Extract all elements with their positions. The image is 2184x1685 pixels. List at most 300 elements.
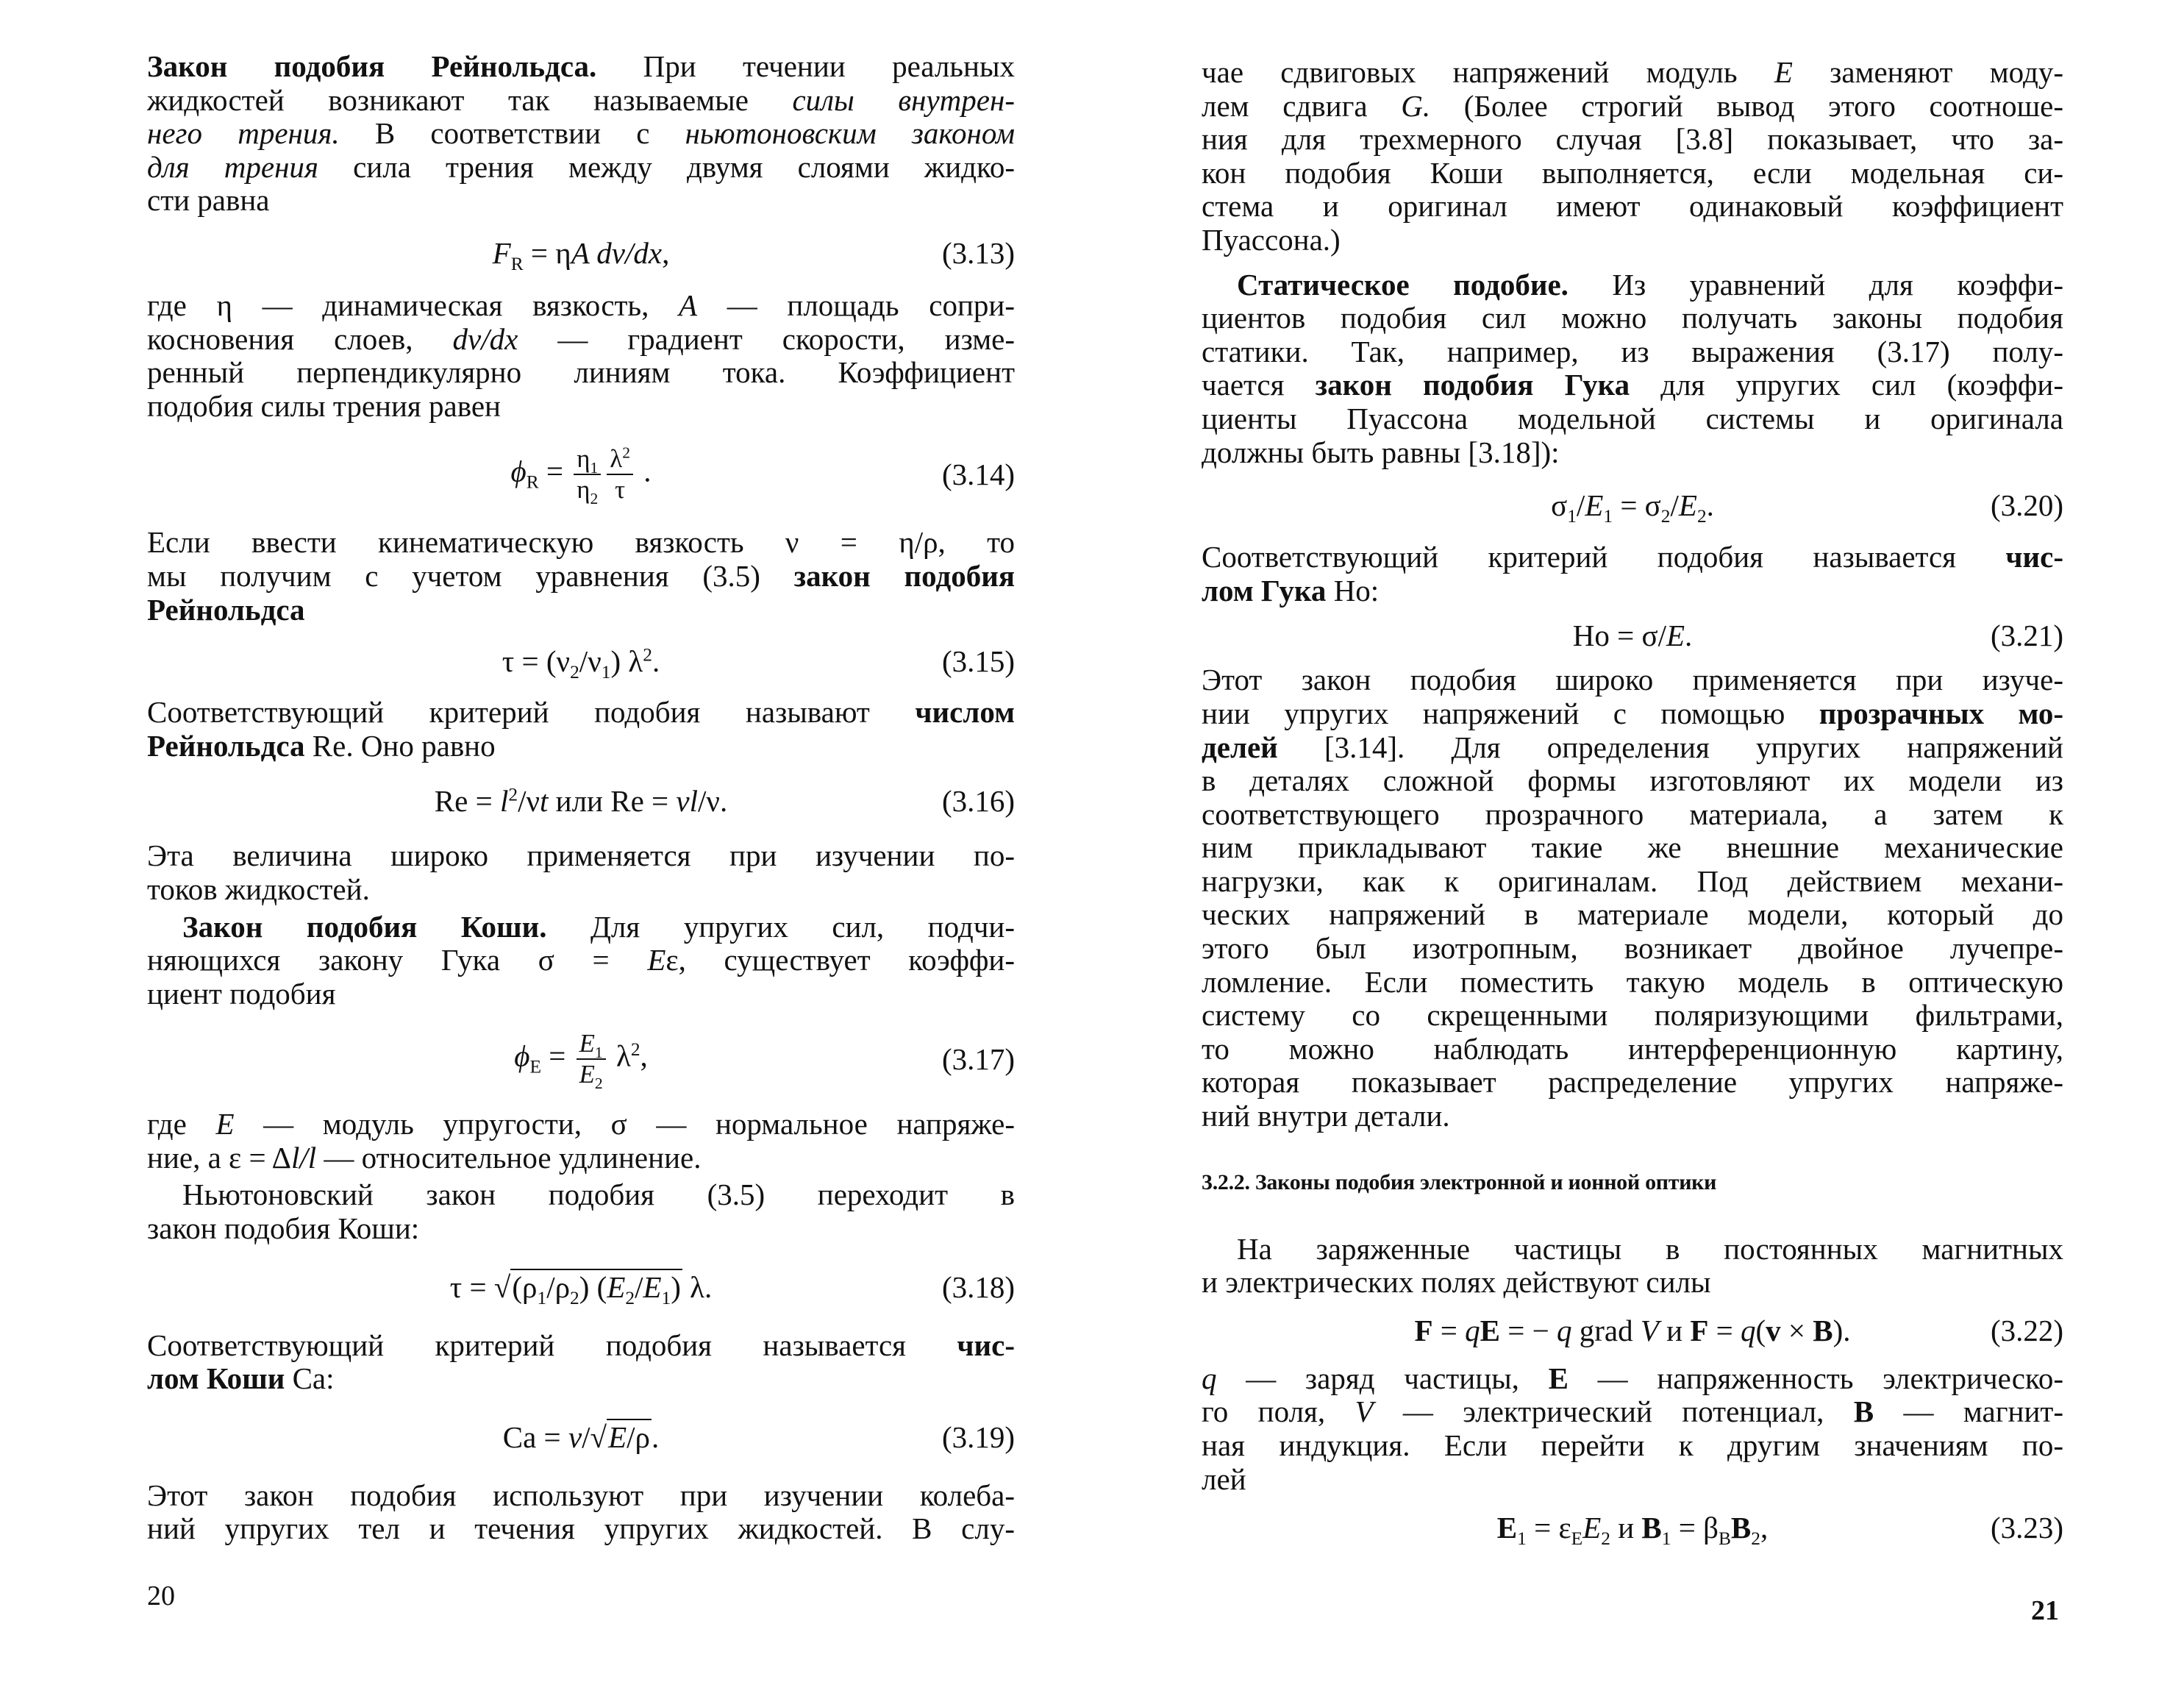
text-line: [1202, 90, 2063, 124]
text-run: ) (: [579, 1270, 607, 1305]
formula: [492, 235, 670, 275]
text-run: этого был изотропным, возникает двойное лучепре-: [1202, 931, 2063, 966]
text-run: чается: [1202, 368, 1316, 402]
italic-text: E: [215, 1107, 235, 1141]
text-line: [147, 1141, 1015, 1175]
text-run: λ: [610, 444, 623, 474]
numerator: [574, 444, 601, 475]
italic-text: E: [1678, 488, 1697, 522]
equation-number: (3.13): [941, 236, 1015, 271]
text-line: [1202, 368, 2063, 402]
italic-text: q: [1741, 1314, 1756, 1348]
text-run: ×: [1780, 1314, 1813, 1348]
italic-text: ϕ: [514, 1039, 530, 1073]
bold-text: E: [1496, 1510, 1518, 1545]
section-heading: 3.2.2. Законы подобия электронной и ионной оптики: [1202, 1170, 1717, 1195]
bold-text: v: [1766, 1314, 1781, 1348]
text-run: для упругих сил (коэффи-: [1630, 368, 2063, 402]
text-line: [1202, 1266, 2063, 1300]
paragraph: [1202, 541, 2063, 608]
text-line: [1202, 541, 2063, 574]
subscript: E: [529, 1056, 541, 1077]
subscript: 2: [625, 1288, 635, 1309]
text-line: [147, 289, 1015, 323]
formula: [435, 783, 727, 819]
italic-text: E: [607, 1270, 626, 1305]
bold-text: Закон подобия Коши.: [182, 909, 547, 944]
equation-number: (3.19): [941, 1420, 1015, 1455]
text-run: Re =: [434, 784, 500, 819]
text-run: /ν: [579, 644, 602, 679]
text-run: Пуассона.): [1202, 222, 1341, 257]
formula: [510, 443, 652, 508]
text-run: .: [1706, 488, 1714, 522]
text-line: [1202, 966, 2063, 1000]
denominator: [577, 1060, 606, 1093]
italic-text: vl: [676, 784, 699, 819]
text-line: [1202, 157, 2063, 190]
text-line: [1202, 335, 2063, 369]
text-run: — модуль упругости, σ — нормальное напряже-: [234, 1107, 1015, 1141]
text-run: нагрузки, как к оригиналам. Под действием механи-: [1202, 863, 2063, 898]
paragraph: [147, 1178, 1015, 1245]
subscript: E: [1571, 1528, 1583, 1549]
left-page-column: [147, 50, 1015, 1546]
equation-number: (3.16): [941, 784, 1015, 819]
text-line: [147, 1212, 1015, 1246]
text-line: [1202, 865, 2063, 899]
text-line: [147, 696, 1015, 730]
text-run: сила трения между двумя слоями жидко-: [318, 149, 1015, 184]
radicand: [510, 1269, 682, 1309]
text-run: соответствующего прозрачного материала, а затем к: [1202, 797, 2063, 831]
italic-text: V: [1355, 1394, 1374, 1429]
bold-text: E: [1480, 1314, 1500, 1348]
bold-text: Закон подобия Рейнольдса.: [147, 49, 597, 83]
text-run: Соответствующий критерий подобия называется: [1202, 540, 2006, 574]
subscript: 2: [594, 1075, 603, 1093]
text-run: /: [1576, 488, 1585, 522]
italic-text: q: [1202, 1361, 1217, 1395]
text-line: [147, 911, 1015, 944]
paragraph: [147, 526, 1015, 627]
bold-text: Статическое подобие.: [1237, 267, 1569, 302]
bold-text: чис-: [2005, 540, 2063, 574]
italic-text: F: [492, 236, 511, 271]
paragraph: [147, 696, 1015, 763]
text-line: [147, 390, 1015, 424]
text-run: λ.: [682, 1270, 713, 1305]
text-run: ,: [1760, 1510, 1769, 1545]
superscript: 2: [508, 784, 518, 805]
bold-text: B: [1641, 1510, 1662, 1545]
text-run: лей: [1202, 1461, 1246, 1496]
text-run: .: [1685, 619, 1693, 653]
numerator: [577, 1029, 606, 1060]
text-run: Ho = σ/: [1572, 619, 1666, 653]
italic-text: l: [499, 784, 509, 819]
text-line: [147, 50, 1015, 84]
text-run: /ρ: [627, 1420, 650, 1455]
text-line: [147, 1108, 1015, 1141]
bold-text: чис-: [957, 1328, 1015, 1362]
text-line: [1202, 1100, 2063, 1133]
subscript: 2: [590, 490, 599, 508]
italic-text: E: [1666, 619, 1685, 653]
subscript: 2: [1660, 505, 1671, 527]
equation-number: (3.15): [941, 644, 1015, 679]
formula: [1414, 1313, 1850, 1348]
text-run: подобия силы трения равен: [147, 388, 501, 423]
text-run: /ν.: [698, 784, 728, 819]
formula: [503, 1419, 659, 1455]
italic-text: E: [579, 1060, 595, 1089]
text-run: /ρ: [546, 1270, 571, 1305]
text-run: ние, а ε = Δ: [147, 1140, 291, 1175]
text-run: /ν: [518, 784, 540, 819]
text-run: циент подобия: [147, 976, 336, 1011]
equation-3-17: [147, 1011, 1015, 1108]
paragraph: [1202, 56, 2063, 257]
text-run: σ: [1551, 488, 1568, 522]
italic-text: E: [647, 943, 666, 977]
text-run: (Более строгий вывод этого соотноше-: [1430, 88, 2063, 123]
text-run: η: [577, 444, 590, 474]
subscript: 1: [1517, 1528, 1527, 1549]
text-line: [1202, 1362, 2063, 1396]
text-run: — электрический потенциал,: [1373, 1394, 1854, 1429]
page-number-right: 21: [2031, 1595, 2059, 1626]
text-run: (: [1755, 1314, 1766, 1348]
equation-3-22: [1202, 1300, 2063, 1362]
bold-text: B: [1813, 1314, 1833, 1348]
text-line: [147, 839, 1015, 873]
text-run: Если ввести кинематическую вязкость ν = η/ρ, то: [147, 525, 1015, 560]
radicand: [607, 1419, 652, 1454]
bold-text: Рейнольдса: [147, 592, 305, 627]
bold-text: F: [1414, 1314, 1433, 1348]
numerator: [607, 444, 633, 475]
text-run: циенты Пуассона модельной системы и оригинала: [1202, 401, 2063, 435]
text-line: [147, 117, 1015, 151]
paragraph: [147, 1108, 1015, 1175]
subscript: 1: [1661, 1528, 1671, 1549]
paragraph: [147, 911, 1015, 1011]
equation-number: (3.17): [941, 1042, 1015, 1077]
text-line: [147, 560, 1015, 594]
paragraph: [147, 1479, 1015, 1546]
text-run: заменяют моду-: [1792, 55, 2064, 89]
text-line: [147, 323, 1015, 357]
text-run: τ =: [449, 1270, 494, 1305]
equation-number: (3.21): [1990, 619, 2063, 653]
subscript: R: [526, 471, 539, 493]
bold-text: прозрачных мо-: [1819, 696, 2063, 730]
paragraph: [147, 1329, 1015, 1396]
text-run: В соответствии с: [339, 116, 685, 151]
equation-3-15: [147, 627, 1015, 696]
text-line: [1202, 1395, 2063, 1429]
text-run: = ε: [1526, 1510, 1571, 1545]
text-line: [1202, 302, 2063, 335]
italic-text: E: [1585, 488, 1604, 522]
bold-text: Рейнольдса: [147, 728, 305, 763]
text-line: [147, 1512, 1015, 1546]
text-run: Ca =: [502, 1420, 568, 1455]
text-line: [147, 356, 1015, 390]
text-run: систему со скрещенными поляризующими фильтрами,: [1202, 998, 2063, 1033]
text-line: [1202, 932, 2063, 966]
paragraph: [147, 289, 1015, 423]
text-run: =: [540, 1039, 574, 1073]
text-run: — магнит-: [1874, 1394, 2064, 1429]
equation-3-23: [1202, 1496, 2063, 1558]
equation-number: (3.20): [1990, 488, 2063, 522]
text-run: — площадь сопри-: [697, 288, 1015, 322]
text-run: =: [538, 454, 571, 488]
radical-sign: √: [493, 1270, 511, 1305]
text-run: =: [1708, 1314, 1741, 1348]
equation-3-19: [147, 1396, 1015, 1479]
subscript: 1: [537, 1288, 547, 1309]
text-run: =: [1432, 1314, 1466, 1348]
text-run: го поля,: [1202, 1394, 1355, 1429]
text-run: На заряженные частицы в постоянных магнитных: [1237, 1231, 2063, 1266]
equation-3-18: [147, 1246, 1015, 1329]
page-number-left: 20: [147, 1581, 175, 1611]
text-run: ) λ: [610, 644, 643, 679]
equation-3-16: [147, 763, 1015, 839]
text-run: η: [577, 475, 590, 505]
text-run: то можно наблюдать интерференционную картину,: [1202, 1031, 2063, 1066]
right-page-column: [1202, 56, 2063, 1558]
text-run: ная индукция. Если перейти к другим значениям по-: [1202, 1428, 2063, 1462]
text-line: [1202, 190, 2063, 224]
text-run: жидкостей возникают так называемые: [147, 82, 793, 117]
text-line: [1202, 731, 2063, 765]
text-line: [1202, 1033, 2063, 1066]
text-run: и электрических полях действуют силы: [1202, 1265, 1711, 1300]
subscript: 1: [594, 1044, 603, 1062]
text-line: [147, 873, 1015, 907]
italic-text: dv/dx: [452, 321, 518, 356]
text-run: ,: [640, 1039, 648, 1073]
paragraph: [1202, 1233, 2063, 1300]
text-run: = σ: [1613, 488, 1661, 522]
text-run: = −: [1499, 1314, 1557, 1348]
text-run: Ньютоновский закон подобия (3.5) переходит в: [182, 1178, 1015, 1212]
text-run: /: [582, 1420, 590, 1455]
subscript: 1: [590, 459, 599, 477]
text-run: Соответствующий критерий подобия называется: [147, 1328, 957, 1362]
text-line: [147, 594, 1015, 627]
bold-text: лом Гука: [1202, 573, 1327, 608]
text-run: ческих напряжений в материале модели, который до: [1202, 897, 2063, 932]
italic-text: E: [579, 1029, 595, 1058]
italic-text: l/l: [290, 1140, 317, 1175]
text-run: — напряженность электрическо-: [1568, 1361, 2063, 1395]
text-line: [1202, 999, 2063, 1033]
text-line: [147, 1479, 1015, 1513]
italic-text: ньютоновским законом: [685, 116, 1015, 151]
bold-text: лом Коши: [147, 1361, 285, 1396]
subscript: 1: [661, 1288, 671, 1309]
text-run: grad: [1571, 1314, 1641, 1348]
square-root: [590, 1419, 652, 1454]
equation-number: (3.23): [1990, 1510, 2063, 1545]
text-line: [147, 944, 1015, 977]
text-line: [1202, 764, 2063, 798]
italic-text: q: [1556, 1314, 1572, 1348]
italic-text: для трения: [147, 149, 318, 184]
text-run: где η — динамическая вязкость,: [147, 288, 679, 322]
text-run: няющихся закону Гука σ =: [147, 943, 648, 977]
formula: [1496, 1510, 1769, 1549]
text-line: [1202, 1463, 2063, 1497]
italic-text: ϕ: [510, 454, 527, 488]
text-run: .: [636, 454, 652, 488]
text-run: ним прикладывают такие же внешние механические: [1202, 830, 2063, 865]
text-line: [147, 977, 1015, 1011]
text-run: в деталях сложной формы изготовляют их модели из: [1202, 763, 2063, 798]
text-run: чае сдвиговых напряжений модуль: [1202, 55, 1774, 89]
italic-text: G.: [1401, 88, 1431, 123]
text-run: .: [651, 1420, 660, 1455]
bold-text: закон подобия Гука: [1315, 368, 1630, 402]
fraction: [574, 444, 601, 508]
superscript: 2: [643, 644, 652, 666]
formula: [514, 1029, 648, 1093]
paragraph: [1202, 268, 2063, 470]
text-run: токов жидкостей.: [147, 872, 370, 906]
text-line: [1202, 268, 2063, 302]
text-run: косновения слоев,: [147, 321, 453, 356]
italic-text: A dv/dx: [571, 236, 663, 271]
text-run: ).: [1833, 1314, 1851, 1348]
text-line: [147, 730, 1015, 763]
text-line: [1202, 663, 2063, 697]
subscript: R: [510, 254, 524, 275]
text-run: [3.14]. Для определения упругих напряжений: [1277, 730, 2063, 764]
text-run: циентов подобия сил можно получать законы подобия: [1202, 301, 2063, 335]
text-line: [1202, 1233, 2063, 1267]
formula: [502, 644, 660, 683]
text-run: /: [635, 1270, 643, 1305]
text-run: Соответствующий критерий подобия называют: [147, 695, 916, 730]
formula: [1551, 488, 1714, 527]
italic-text: E: [608, 1420, 627, 1455]
text-line: [1202, 402, 2063, 436]
text-run: кон подобия Коши выполняется, если модельная си-: [1202, 155, 2063, 190]
text-run: стема и оригинал имеют одинаковый коэффициент: [1202, 189, 2063, 224]
superscript: 2: [630, 1039, 640, 1061]
formula: [1573, 618, 1693, 653]
denominator: [574, 475, 601, 508]
text-line: [1202, 697, 2063, 731]
subscript: 1: [1603, 505, 1613, 527]
italic-text: V: [1640, 1314, 1659, 1348]
text-run: (ρ: [512, 1270, 538, 1305]
text-run: Этот закон подобия широко применяется при изуче-: [1202, 663, 2063, 697]
text-run: и: [1658, 1314, 1691, 1348]
text-run: ренный перпендикулярно линиям тока. Коэффициент: [147, 355, 1015, 390]
square-root: [493, 1269, 682, 1309]
text-line: [147, 1329, 1015, 1363]
text-run: ): [671, 1270, 681, 1305]
text-run: = η: [523, 236, 571, 271]
text-line: [1202, 574, 2063, 608]
text-run: ломление. Если поместить такую модель в оптическую: [1202, 964, 2063, 999]
text-run: .: [652, 644, 660, 679]
italic-text: E: [1582, 1510, 1602, 1545]
bold-text: B: [1853, 1394, 1874, 1429]
text-line: [1202, 898, 2063, 932]
paragraph: [147, 50, 1015, 218]
equation-3-14: [147, 423, 1015, 526]
text-run: где: [147, 1107, 216, 1141]
subscript: B: [1718, 1528, 1731, 1549]
italic-text: v: [568, 1420, 582, 1455]
text-line: [147, 151, 1015, 185]
paragraph: [1202, 1362, 2063, 1496]
subscript: 2: [1696, 505, 1707, 527]
subscript: 2: [570, 662, 579, 683]
text-run: Ho:: [1326, 573, 1380, 608]
text-run: ε, существует коэффи-: [665, 943, 1015, 977]
text-run: статики. Так, например, из выражения (3.17) полу-: [1202, 334, 2063, 368]
text-run: ,: [662, 236, 670, 271]
text-run: При течении реальных: [596, 49, 1015, 83]
text-line: [1202, 1429, 2063, 1463]
bold-text: F: [1690, 1314, 1709, 1348]
text-run: должны быть равны [3.18]):: [1202, 435, 1560, 469]
italic-text: t: [540, 784, 549, 819]
text-line: [147, 526, 1015, 560]
text-run: мы получим с учетом уравнения (3.5): [147, 558, 794, 593]
bold-text: закон подобия: [793, 558, 1015, 593]
bold-text: числом: [915, 695, 1015, 730]
italic-text: A: [679, 288, 698, 322]
text-run: Ca:: [285, 1361, 335, 1396]
text-run: τ = (ν: [502, 644, 571, 679]
text-run: закон подобия Коши:: [147, 1211, 420, 1246]
text-run: Для упругих сил, подчи-: [546, 909, 1015, 944]
equation-number: (3.18): [941, 1270, 1015, 1305]
paragraph: [1202, 663, 2063, 1133]
radical-sign: √: [590, 1420, 607, 1455]
fraction: [577, 1029, 606, 1093]
italic-text: E: [1774, 55, 1793, 89]
equation-3-20: [1202, 469, 2063, 541]
text-line: [1202, 1066, 2063, 1100]
bold-text: B: [1730, 1510, 1752, 1545]
equation-3-21: [1202, 608, 2063, 663]
text-run: ний упругих тел и течения упругих жидкостей. В слу-: [147, 1511, 1015, 1546]
text-run: и: [1610, 1510, 1642, 1545]
formula: [449, 1269, 713, 1309]
subscript: 2: [1601, 1528, 1610, 1549]
text-run: λ: [608, 1039, 631, 1073]
superscript: 2: [622, 443, 630, 462]
text-run: Эта величина широко применяется при изучении по-: [147, 838, 1015, 873]
text-run: сти равна: [147, 183, 270, 218]
text-line: [1202, 831, 2063, 865]
text-line: [147, 84, 1015, 118]
text-line: [1202, 123, 2063, 157]
equation-number: (3.22): [1990, 1314, 2063, 1348]
subscript: 2: [570, 1288, 579, 1309]
text-line: [1202, 56, 2063, 90]
